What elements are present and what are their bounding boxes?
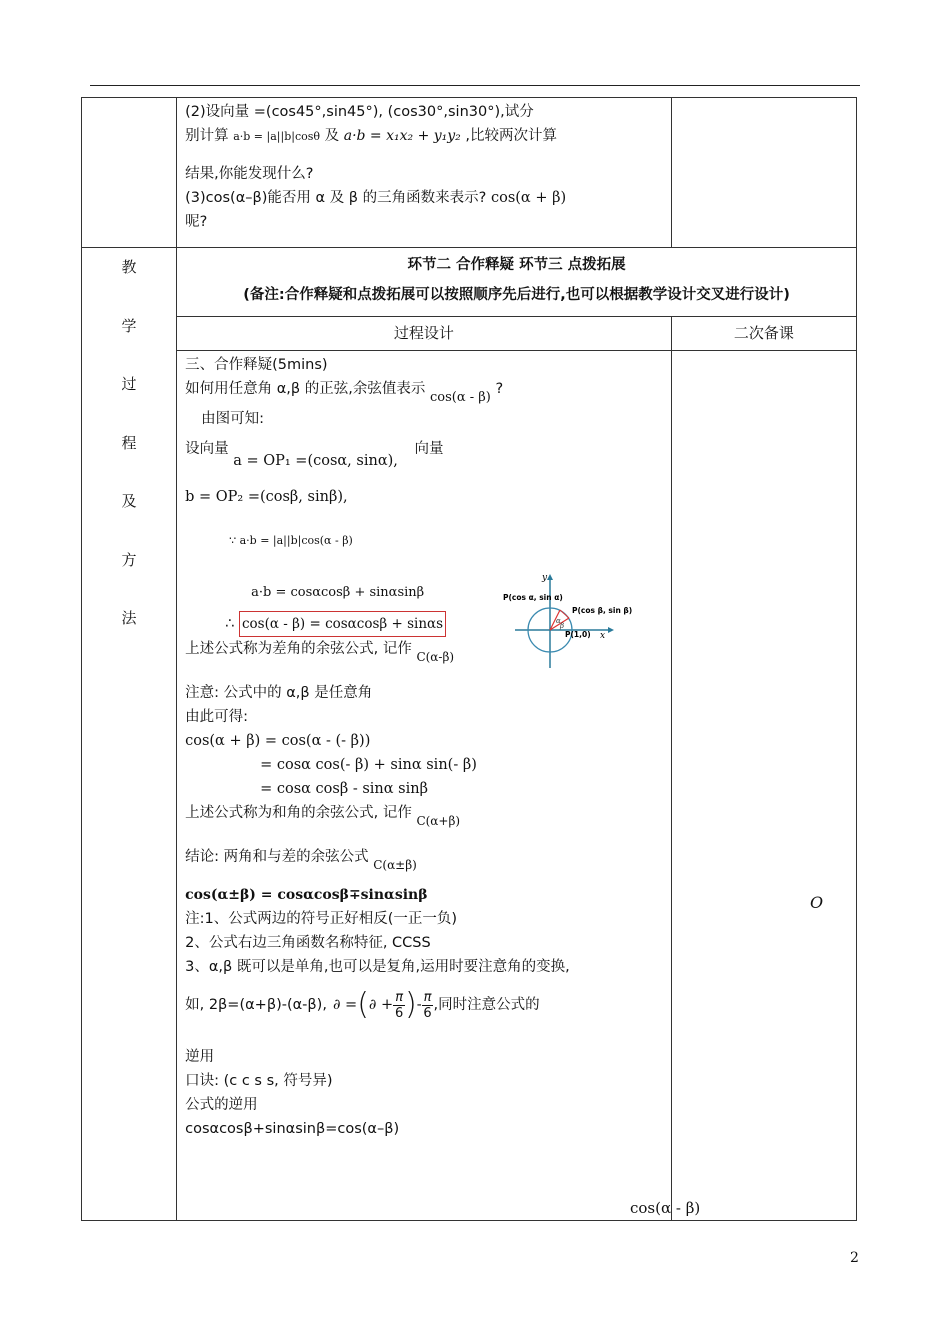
therefore-symbol: ∴	[225, 616, 235, 632]
continuation-row	[82, 98, 857, 248]
right-formula: cos(α - β)	[630, 1199, 701, 1217]
x-label: x	[600, 631, 606, 641]
formula-reverse: 公式的逆用	[185, 1097, 258, 1113]
second-prep-cell	[671, 351, 856, 1221]
compare-label: ,比较两次计算	[465, 128, 558, 144]
top-rule	[90, 85, 860, 86]
question-formula: cos(α - β)	[429, 390, 491, 405]
sum-formula-name: 上述公式称为和角的余弦公式, 记作	[185, 805, 412, 821]
partial-symbol: ∂ =	[332, 997, 358, 1013]
diff-formula-name: 上述公式称为差角的余弦公式, 记作	[185, 641, 412, 657]
question-line-2: (2)设向量 =(cos45°,sin45°), (cos30°,sin30°),试分	[185, 104, 534, 120]
empty-right-cell	[671, 98, 856, 248]
page-number: 2	[850, 1250, 859, 1266]
empty-left-cell	[82, 98, 177, 248]
p2-label: P(cos β, sin β)	[572, 606, 633, 615]
vector-word: 向量	[414, 441, 444, 457]
example-suffix: ,同时注意公式的	[433, 997, 540, 1013]
derive-line-2: = cosα cos(- β) + sinα sin(- β)	[260, 757, 477, 773]
last-line: cosαcosβ+sinαsinβ=cos(α–β)	[185, 1121, 400, 1137]
column-header-row	[82, 317, 857, 351]
col-process-header: 过程设计	[177, 317, 672, 351]
hence: 由此可得:	[185, 709, 248, 725]
stage-header-cell	[177, 248, 857, 317]
right-paren: )	[405, 987, 417, 1022]
question-end: 呢?	[185, 214, 208, 230]
unit-circle-diagram	[500, 570, 650, 670]
y-label: y	[542, 573, 548, 583]
stage-title: 环节二 合作释疑 环节三 点拨拓展	[407, 257, 626, 273]
p1-label: P(cos α, sin α)	[503, 593, 563, 602]
and-label: 及	[324, 128, 340, 144]
o-mark: O	[810, 893, 824, 912]
process-content-cell: 三、合作释疑(5mins) 如何用任意角 α,β 的正弦,余弦值表示 cos(α - β) ? 由图可知: 设向量 a = OP₁ =(cosα, sinα), 向量 b = OP₂ =(cosβ, sinβ), ∵ a·b = |a||b|cos(α - β) a·b = cosαcosβ + sinαsinβ ∴ cos(α - β) = cosαcosβ + sinαs 上述公式称为差角的余弦公式, 记作 $_{C(\alpha-\beta)}$ 注意: 公式中的 α,β 是任意角 由此可得: cos(α + β) = cos(α - (- β)) = cosα cos(- β) + sinα sin(- β) = cosα cosβ - sinα sinβ 上述公式称为和角的余弦公式, 记作 $_{C(\alpha+\beta)}$ 结论: 两角和与差的余弦公式 $_{C(\alpha\pm\beta)}$ cos(α±β) = cosαcosβ∓sinαsinβ 注:1、公式两边的符号正好相反(一正一负) 2、公式右边三角函数名称特征, CCSS 3、α,β 既可以是单角,也可以是复角,运用时要注意角的变换, 如, 2β=(α+β)-(α-β), ∂ = ( ∂ + $\frac{\pi}{6}$ ) - $\frac{\pi}{6}$ ,同时注意公式的 逆用 口诀: (c c s s, 符号异) 公式的逆用 cosαcosβ+sinαsinβ=cos(α–β)	[177, 351, 672, 1221]
label-char: 方	[121, 550, 137, 569]
because-line: ∵ a·b = |a||b|cos(α - β)	[229, 534, 353, 547]
vertical-label-cell	[82, 248, 177, 1221]
note-2: 2、公式右边三角函数名称特征, CCSS	[185, 935, 431, 951]
beta-label: β	[560, 622, 565, 630]
formula-ab-xy: a·b = x₁x₂ + y₁y₂	[343, 128, 461, 144]
vector-a: a = OP₁ =(cosα, sinα),	[233, 453, 398, 469]
label-char: 学	[121, 316, 137, 335]
bold-formula: cos(α±β) = cosαcosβ∓sinαsinβ	[185, 887, 428, 903]
p3-label: P(1,0)	[565, 630, 591, 639]
lesson-table	[81, 97, 857, 1221]
label-char: 过	[121, 375, 137, 393]
from-figure: 由图可知:	[201, 411, 264, 427]
stage-note: (备注:合作释疑和点拨拓展可以按照顺序先后进行,也可以根据教学设计交叉进行设计)	[243, 287, 790, 303]
boxed-formula: cos(α - β) = cosαcosβ + sinαs	[239, 611, 446, 637]
question-text: 如何用任意角 α,β 的正弦,余弦值表示	[185, 381, 426, 397]
process-row	[82, 248, 857, 317]
question-line-3: (3)cos(α–β)能否用 α 及 β 的三角函数来表示?	[185, 190, 487, 206]
col-second-header: 二次备课	[671, 317, 856, 351]
y-axis-arrow	[547, 574, 553, 580]
alpha-label: α	[556, 617, 561, 625]
chord-line	[560, 610, 569, 618]
section-title: 三、合作释疑(5mins)	[185, 357, 328, 373]
left-paren: (	[357, 987, 369, 1022]
label-char: 法	[121, 609, 137, 627]
note-1: 注:1、公式两边的符号正好相反(一正一负)	[185, 911, 458, 927]
example-prefix: 如, 2β=(α+β)-(α-β),	[185, 997, 327, 1013]
fraction-pi-6: $\frac{\pi}{6}$	[423, 989, 432, 1021]
partial-symbol: ∂ +	[368, 997, 394, 1013]
x-axis-arrow	[608, 627, 614, 633]
c-pm: C(α±β)	[373, 858, 417, 872]
vector-b: b = OP₂ =(cosβ, sinβ),	[185, 489, 348, 505]
mnemonic: 口诀: (c c s s, 符号异)	[185, 1073, 333, 1089]
formula-cos-sum: cos(α + β)	[490, 190, 567, 206]
calc-label: 别计算	[185, 128, 229, 144]
formula-ab-cos: a·b = |a||b|cosθ	[233, 130, 320, 143]
question-mark: ?	[495, 381, 504, 397]
label-char: 及	[121, 492, 137, 510]
reverse-use: 逆用	[185, 1049, 215, 1065]
note-any-angle: 注意: 公式中的 α,β 是任意角	[185, 685, 373, 701]
fraction-pi-6: $\frac{\pi}{6}$	[394, 989, 404, 1021]
label-char: 程	[121, 433, 137, 452]
content-row	[82, 351, 857, 1221]
result-line: 结果,你能发现什么?	[185, 166, 314, 182]
conclusion: 结论: 两角和与差的余弦公式	[185, 849, 369, 865]
set-vector-label: 设向量	[185, 441, 229, 457]
c-plus: C(α+β)	[416, 814, 461, 828]
derive-line-3: = cosα cosβ - sinα sinβ	[260, 781, 428, 797]
ab-expand: a·b = cosαcosβ + sinαsinβ	[251, 585, 425, 600]
c-minus: C(α-β)	[416, 650, 455, 664]
question-cell	[177, 98, 672, 248]
note-3: 3、α,β 既可以是单角,也可以是复角,运用时要注意角的变换,	[185, 959, 570, 975]
label-char: 教	[121, 258, 137, 276]
derive-line-1: cos(α + β) = cos(α - (- β))	[185, 733, 371, 749]
